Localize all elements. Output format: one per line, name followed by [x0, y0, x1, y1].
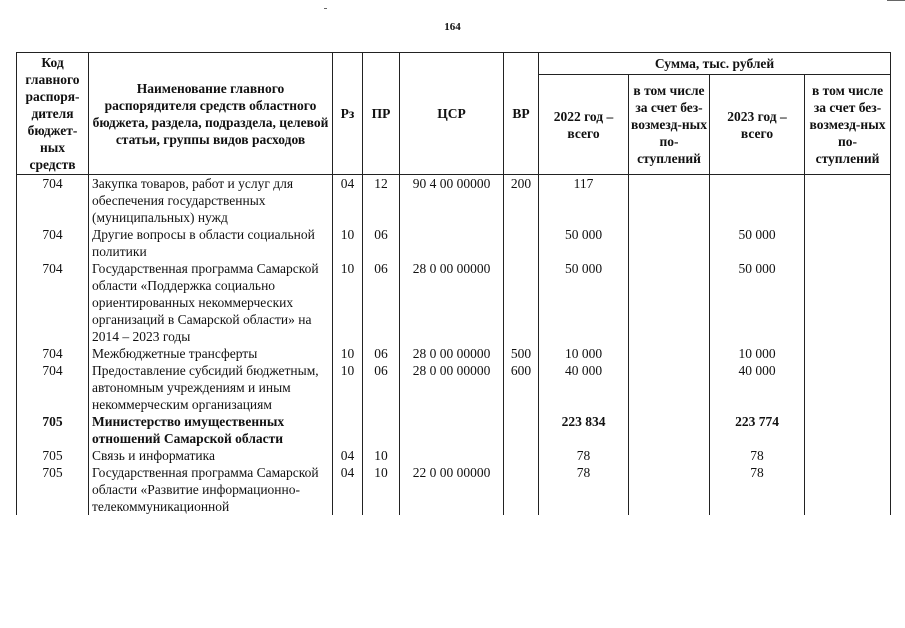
- cell-rz: 10: [333, 345, 363, 362]
- cell-sum-2023: 10 000: [710, 345, 805, 362]
- cell-rz: 04: [333, 175, 363, 227]
- cell-code: 704: [17, 362, 89, 413]
- cell-gratis-2023: [805, 413, 891, 447]
- header-sum-2023: 2023 год – всего: [710, 75, 805, 175]
- cell-gratis-2022: [629, 226, 710, 260]
- page-number: 164: [444, 21, 461, 33]
- table-row: [17, 464, 891, 515]
- header-gratis-2022: в том числе за счет без-возмезд-ных по-ступлений: [629, 75, 710, 175]
- cell-pr: 12: [363, 175, 400, 227]
- cell-pr: 06: [363, 260, 400, 345]
- cell-sum-2023: 50 000: [710, 226, 805, 260]
- table-row: [17, 447, 891, 464]
- table-header: [17, 53, 891, 175]
- cell-sum-2022: 78: [539, 464, 629, 515]
- cell-gratis-2023: [805, 260, 891, 345]
- cell-rz: 10: [333, 226, 363, 260]
- cell-gratis-2022: [629, 362, 710, 413]
- cell-gratis-2022: [629, 345, 710, 362]
- cell-name: Связь и информатика: [89, 447, 333, 464]
- cell-code: 704: [17, 175, 89, 227]
- cell-name: Государственная программа Самарской области «Поддержка социально ориентированных некоммерческих организаций в Самарской области» на 2014 – 2023 годы: [89, 260, 333, 345]
- table-row: [17, 362, 891, 413]
- cell-vr: [504, 226, 539, 260]
- header-csr: ЦСР: [400, 53, 504, 175]
- cell-csr: 22 0 00 00000: [400, 464, 504, 515]
- cell-sum-2023: 78: [710, 464, 805, 515]
- header-name: Наименование главного распорядителя средств областного бюджета, раздела, подраздела, целевой статьи, группы видов расходов: [89, 53, 333, 175]
- cell-csr: 28 0 00 00000: [400, 345, 504, 362]
- cell-vr: [504, 464, 539, 515]
- cell-gratis-2022: [629, 464, 710, 515]
- cell-sum-2022: 40 000: [539, 362, 629, 413]
- cell-rz: 04: [333, 447, 363, 464]
- cell-csr: 28 0 00 00000: [400, 362, 504, 413]
- cell-rz: 10: [333, 362, 363, 413]
- cell-vr: 200: [504, 175, 539, 227]
- cell-code: 705: [17, 413, 89, 447]
- header-pr: ПР: [363, 53, 400, 175]
- header-vr: ВР: [504, 53, 539, 175]
- cell-pr: 06: [363, 226, 400, 260]
- cell-name: Государственная программа Самарской области «Развитие информационно-телекоммуникационной: [89, 464, 333, 515]
- cell-pr: 06: [363, 345, 400, 362]
- table-body: [17, 175, 891, 516]
- header-rz: Рз: [333, 53, 363, 175]
- cell-code: 704: [17, 226, 89, 260]
- cell-pr: [363, 413, 400, 447]
- cell-csr: 28 0 00 00000: [400, 260, 504, 345]
- cell-vr: [504, 260, 539, 345]
- cell-name: Другие вопросы в области социальной политики: [89, 226, 333, 260]
- cell-vr: [504, 413, 539, 447]
- cell-sum-2022: 117: [539, 175, 629, 227]
- cell-code: 704: [17, 260, 89, 345]
- cell-vr: [504, 447, 539, 464]
- cell-pr: 10: [363, 464, 400, 515]
- cell-sum-2023: [710, 175, 805, 227]
- cell-sum-2023: 40 000: [710, 362, 805, 413]
- cell-gratis-2022: [629, 260, 710, 345]
- cell-sum-2022: 223 834: [539, 413, 629, 447]
- cell-code: 704: [17, 345, 89, 362]
- cell-gratis-2023: [805, 175, 891, 227]
- cell-gratis-2022: [629, 175, 710, 227]
- cell-name: Предоставление субсидий бюджетным, автономным учреждениям и иным некоммерческим организациям: [89, 362, 333, 413]
- cell-csr: [400, 226, 504, 260]
- table-row: [17, 413, 891, 447]
- cell-sum-2022: 78: [539, 447, 629, 464]
- cell-name: Министерство имущественных отношений Самарской области: [89, 413, 333, 447]
- budget-table: [16, 52, 891, 515]
- cell-sum-2022: 50 000: [539, 226, 629, 260]
- cell-vr: 500: [504, 345, 539, 362]
- cell-code: 705: [17, 464, 89, 515]
- header-gratis-2023: в том числе за счет без-возмезд-ных по-ступлений: [805, 75, 891, 175]
- cell-sum-2022: 10 000: [539, 345, 629, 362]
- cell-gratis-2022: [629, 447, 710, 464]
- scan-artifact-right: [887, 0, 905, 1]
- header-sum-2022: 2022 год – всего: [539, 75, 629, 175]
- table-row: [17, 260, 891, 345]
- cell-pr: 06: [363, 362, 400, 413]
- cell-pr: 10: [363, 447, 400, 464]
- cell-gratis-2023: [805, 447, 891, 464]
- cell-gratis-2023: [805, 226, 891, 260]
- cell-rz: [333, 413, 363, 447]
- cell-csr: [400, 413, 504, 447]
- cell-name: Закупка товаров, работ и услуг для обеспечения государственных (муниципальных) нужд: [89, 175, 333, 227]
- cell-rz: 04: [333, 464, 363, 515]
- table-row: [17, 345, 891, 362]
- table-row: [17, 175, 891, 227]
- cell-gratis-2023: [805, 345, 891, 362]
- table-row: [17, 226, 891, 260]
- cell-vr: 600: [504, 362, 539, 413]
- cell-sum-2023: 223 774: [710, 413, 805, 447]
- cell-csr: 90 4 00 00000: [400, 175, 504, 227]
- scan-artifact-top: [324, 8, 327, 9]
- cell-gratis-2023: [805, 464, 891, 515]
- cell-code: 705: [17, 447, 89, 464]
- header-code: Код главного распоря-дителя бюджет-ных средств: [17, 53, 89, 175]
- cell-rz: 10: [333, 260, 363, 345]
- cell-sum-2023: 78: [710, 447, 805, 464]
- cell-sum-2022: 50 000: [539, 260, 629, 345]
- cell-gratis-2023: [805, 362, 891, 413]
- cell-csr: [400, 447, 504, 464]
- cell-gratis-2022: [629, 413, 710, 447]
- cell-name: Межбюджетные трансферты: [89, 345, 333, 362]
- header-sum-group: Сумма, тыс. рублей: [539, 53, 891, 75]
- cell-sum-2023: 50 000: [710, 260, 805, 345]
